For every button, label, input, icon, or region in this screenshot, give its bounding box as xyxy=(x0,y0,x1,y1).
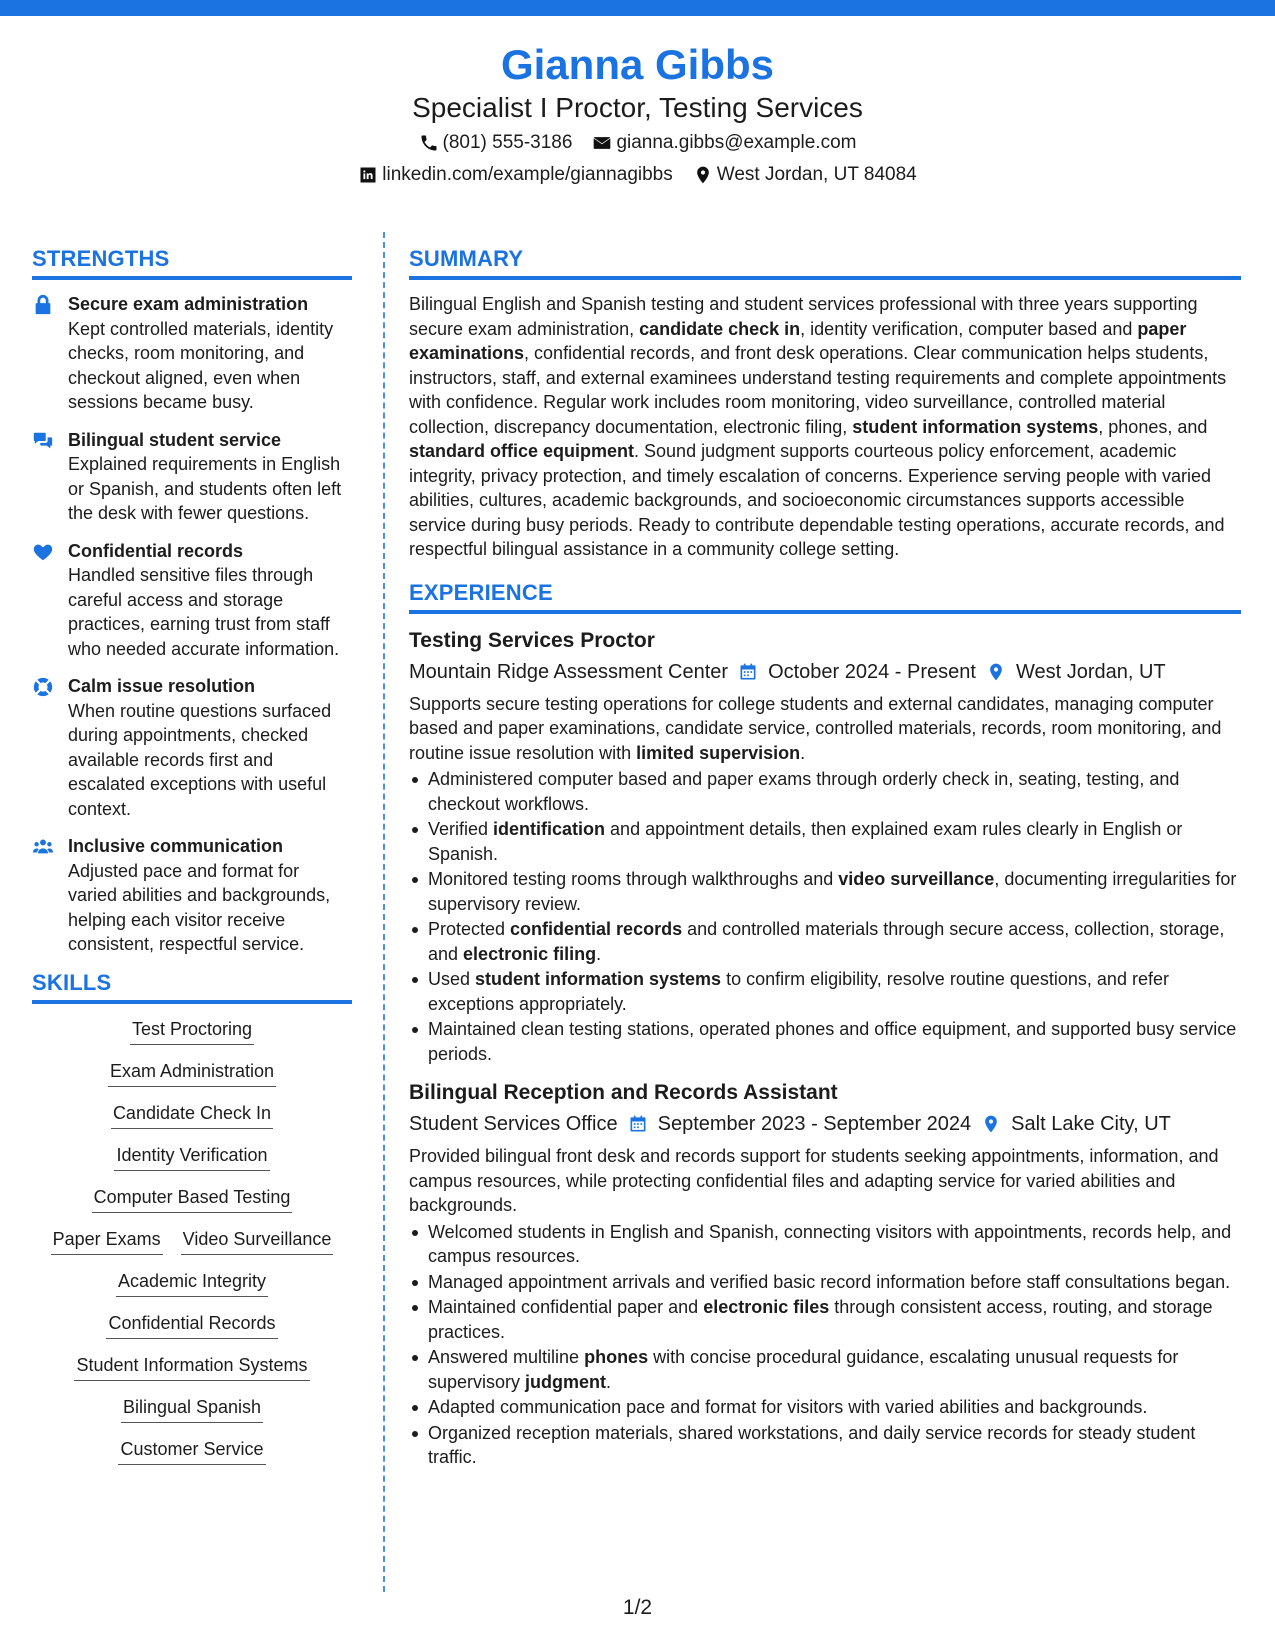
summary-heading: SUMMARY xyxy=(409,246,1241,280)
experience-heading: EXPERIENCE xyxy=(409,580,1241,614)
lifebuoy-icon xyxy=(32,674,54,821)
strength-text: When routine questions surfaced during appointments, checked available records first and escalated exceptions with useful context. xyxy=(68,700,332,819)
strength-body xyxy=(68,292,352,415)
text-run: Maintained clean testing stations, operated phones and office equipment, and supported busy service periods. xyxy=(428,1019,1237,1064)
candidate-role: Specialist I Proctor, Testing Services xyxy=(412,92,863,124)
strength-title: Secure exam administration xyxy=(68,294,309,314)
experience-section xyxy=(409,580,1241,1470)
skill-row xyxy=(32,1268,352,1297)
text-run: , documenting irregularities for supervisory review. xyxy=(428,869,1237,914)
skill-row xyxy=(32,1184,352,1213)
map-pin-icon xyxy=(986,662,1006,682)
bullet-item xyxy=(409,817,1241,866)
text-run: Answered multiline xyxy=(428,1347,585,1367)
left-column xyxy=(32,246,352,1478)
skill-row xyxy=(32,1352,352,1381)
linkedin-icon xyxy=(358,165,378,185)
bold-keyword: electronic files xyxy=(703,1297,830,1317)
text-run: Bilingual English and Spanish testing and student services professional with three years supporting secure exam administration, xyxy=(409,294,1198,339)
strength-body xyxy=(68,539,352,662)
strength-title: Bilingual student service xyxy=(68,429,282,450)
bold-keyword: student information systems xyxy=(852,416,1099,437)
contact-line-1 xyxy=(0,127,1275,159)
bold-keyword: candidate check in xyxy=(639,318,801,339)
bullet-item xyxy=(409,1220,1241,1269)
skill-tag: Exam Administration xyxy=(108,1058,276,1087)
map-pin-icon xyxy=(981,1114,1001,1134)
bold-keyword: standard office equipment xyxy=(409,441,635,461)
text-run: and appointment details, then explained exam rules clearly in English or Spanish. xyxy=(428,819,1183,864)
job-dates: September 2023 - September 2024 xyxy=(657,1113,972,1135)
skill-tag: Identity Verification xyxy=(114,1142,269,1171)
bullet-item xyxy=(409,1017,1241,1066)
strengths-list xyxy=(32,292,352,957)
text-run: to confirm eligibility, resolve routine questions, and refer exceptions appropriately. xyxy=(428,969,1169,1014)
location-contact xyxy=(693,159,917,191)
strength-text: Explained requirements in English or Spanish, and students often left the desk with fewer questions. xyxy=(68,454,342,523)
strength-item xyxy=(32,428,352,526)
phone-icon xyxy=(419,133,439,153)
bullet-item xyxy=(409,1270,1241,1295)
strength-item xyxy=(32,539,352,662)
jobs-list xyxy=(409,626,1241,1470)
text-run: Organized reception materials, shared workstations, and daily service records for steady student traffic. xyxy=(428,1422,1196,1467)
email-contact[interactable] xyxy=(592,127,856,159)
text-run: . xyxy=(596,943,602,964)
skill-tag: Confidential Records xyxy=(106,1310,277,1339)
skill-tag: Bilingual Spanish xyxy=(121,1394,263,1423)
bullet-item xyxy=(409,867,1241,916)
strength-text: Handled sensitive files through careful access and storage practices, earning trust from staff who needed accurate information. xyxy=(68,565,340,659)
bold-keyword: electronic filing xyxy=(463,943,597,964)
strength-text: Kept controlled materials, identity checks, room monitoring, and checkout aligned, even when sessions became busy. xyxy=(68,318,334,412)
skill-tag: Candidate Check In xyxy=(111,1100,273,1129)
job-entry xyxy=(409,626,1241,1067)
job-bullets xyxy=(409,767,1241,1066)
skill-tag: Computer Based Testing xyxy=(92,1184,293,1213)
text-run: , phones, and xyxy=(1098,416,1208,437)
map-pin-icon xyxy=(693,165,713,185)
strength-title: Calm issue resolution xyxy=(68,676,256,696)
text-run: Verified xyxy=(428,819,494,839)
email-text: gianna.gibbs@example.com xyxy=(616,131,857,153)
strength-item xyxy=(32,834,352,957)
strengths-heading: STRENGTHS xyxy=(32,246,352,280)
bullet-item xyxy=(409,1395,1241,1420)
summary-text xyxy=(409,292,1241,562)
heart-icon xyxy=(32,539,54,662)
strengths-section xyxy=(32,246,352,957)
text-run: , identity verification, computer based and xyxy=(800,318,1138,339)
text-run: Adapted communication pace and format for visitors with varied abilities and backgrounds. xyxy=(428,1397,1148,1417)
linkedin-contact[interactable] xyxy=(358,159,672,191)
text-run: Managed appointment arrivals and verified basic record information before staff consultations began. xyxy=(428,1271,1231,1292)
lock-icon xyxy=(32,292,54,415)
strength-text: Adjusted pace and format for varied abilities and backgrounds, helping each visitor receive consistent, respectful service. xyxy=(68,860,331,954)
text-run: Monitored testing rooms through walkthroughs and xyxy=(428,869,839,889)
skill-row xyxy=(32,1394,352,1423)
skill-row xyxy=(32,1226,352,1255)
phone-contact[interactable] xyxy=(419,127,573,159)
skills-section xyxy=(32,970,352,1465)
page-number: 1/2 xyxy=(622,1596,653,1619)
text-run: Protected xyxy=(428,919,511,939)
envelope-icon xyxy=(592,133,612,153)
text-run: . xyxy=(800,742,806,763)
skill-tag: Paper Exams xyxy=(51,1226,163,1255)
bold-keyword: judgment xyxy=(525,1371,607,1392)
text-run: and controlled materials through secure access, collection, storage, and xyxy=(428,919,1225,964)
text-run: with concise procedural guidance, escalating unusual requests for supervisory xyxy=(428,1347,1179,1392)
bullet-item xyxy=(409,1295,1241,1344)
text-run: Used xyxy=(428,969,476,989)
calendar-icon xyxy=(628,1114,648,1134)
job-bullets xyxy=(409,1220,1241,1470)
job-location: Salt Lake City, UT xyxy=(1011,1113,1171,1135)
bullet-item xyxy=(409,767,1241,816)
skill-tag: Test Proctoring xyxy=(130,1016,254,1045)
contact-line-2 xyxy=(0,159,1275,191)
text-run: Maintained confidential paper and xyxy=(428,1297,704,1317)
calendar-icon xyxy=(738,662,758,682)
strength-title: Confidential records xyxy=(68,540,244,561)
strength-item xyxy=(32,674,352,821)
job-entry xyxy=(409,1078,1241,1470)
skill-row xyxy=(32,1058,352,1087)
text-run: Provided bilingual front desk and records support for students seeking appointments, information, and campus resources, while protecting confidential files and adapting service for varied abilities and backgrounds. xyxy=(409,1146,1219,1215)
bold-keyword: identification xyxy=(493,819,606,839)
location-text: West Jordan, UT 84084 xyxy=(716,163,917,185)
skills-heading: SKILLS xyxy=(32,970,352,1004)
strength-title: Inclusive communication xyxy=(68,836,284,856)
phone-text: (801) 555-3186 xyxy=(442,131,573,153)
bold-keyword: paper examinations xyxy=(409,318,1187,363)
skill-tag: Customer Service xyxy=(118,1436,265,1465)
job-meta xyxy=(409,1108,1241,1140)
bullet-item xyxy=(409,1345,1241,1394)
strength-body xyxy=(68,834,352,957)
text-run: , confidential records, and front desk operations. Clear communication helps students, instructors, staff, and external examinees understand testing requirements and complete appointments with confidence. Regular work includes room monitoring, video surveillance, controlled material collection, discrepancy documentation, electronic filing, xyxy=(409,343,1227,437)
bullet-item xyxy=(409,917,1241,966)
top-accent-bar xyxy=(0,0,1275,16)
skill-row xyxy=(32,1436,352,1465)
resume-header xyxy=(0,40,1275,191)
skill-row xyxy=(32,1142,352,1171)
text-run: Supports secure testing operations for college students and external candidates, managing computer based and paper examinations, candidate service, controlled materials, records, room monitoring, and routine issue resolution with xyxy=(409,693,1222,763)
bold-keyword: limited supervision xyxy=(636,742,801,763)
job-dates: October 2024 - Present xyxy=(768,660,976,683)
chat-icon xyxy=(32,428,54,526)
strength-body xyxy=(68,674,352,821)
bold-keyword: confidential records xyxy=(510,919,683,939)
text-run: . Sound judgment supports courteous policy enforcement, academic integrity, privacy protection, and timely escalation of concerns. Experience serving people with varied abilities, cultures, academic backgrounds, and socioeconomic circumstances supports accessible service during busy periods. Ready to contribute dependable testing operations, accurate records, and respectful bilingual assistance in a community college setting. xyxy=(409,441,1225,559)
bullet-item xyxy=(409,1421,1241,1470)
column-divider xyxy=(383,232,385,1592)
job-description xyxy=(409,1144,1241,1218)
job-title: Testing Services Proctor xyxy=(409,628,655,652)
bold-keyword: student information systems xyxy=(475,969,722,989)
text-run: Welcomed students in English and Spanish, connecting visitors with appointments, records help, and campus resources. xyxy=(428,1221,1232,1266)
linkedin-text: linkedin.com/example/giannagibbs xyxy=(382,163,673,185)
summary-section xyxy=(409,246,1241,562)
right-column xyxy=(409,246,1241,1482)
text-run: Administered computer based and paper exams through orderly check in, seating, testing, and checkout workflows. xyxy=(428,769,1180,814)
job-company: Student Services Office xyxy=(409,1113,618,1135)
skill-tag: Video Surveillance xyxy=(181,1226,334,1255)
skill-row xyxy=(32,1016,352,1045)
skill-row xyxy=(32,1310,352,1339)
bold-keyword: video surveillance xyxy=(838,869,995,889)
skill-row xyxy=(32,1100,352,1129)
text-run: . xyxy=(606,1371,612,1392)
job-location: West Jordan, UT xyxy=(1015,660,1166,683)
skill-tag: Student Information Systems xyxy=(74,1352,309,1381)
job-title: Bilingual Reception and Records Assistant xyxy=(409,1081,838,1104)
skill-tag: Academic Integrity xyxy=(116,1268,268,1297)
strength-body xyxy=(68,428,352,526)
job-company: Mountain Ridge Assessment Center xyxy=(409,660,729,683)
text-run: through consistent access, routing, and storage practices. xyxy=(428,1297,1213,1342)
job-meta xyxy=(409,656,1241,688)
bold-keyword: phones xyxy=(584,1347,649,1367)
users-icon xyxy=(32,834,54,957)
job-description xyxy=(409,692,1241,766)
candidate-name: Gianna Gibbs xyxy=(500,41,775,88)
skills-list xyxy=(32,1016,352,1465)
strength-item xyxy=(32,292,352,415)
bullet-item xyxy=(409,967,1241,1016)
